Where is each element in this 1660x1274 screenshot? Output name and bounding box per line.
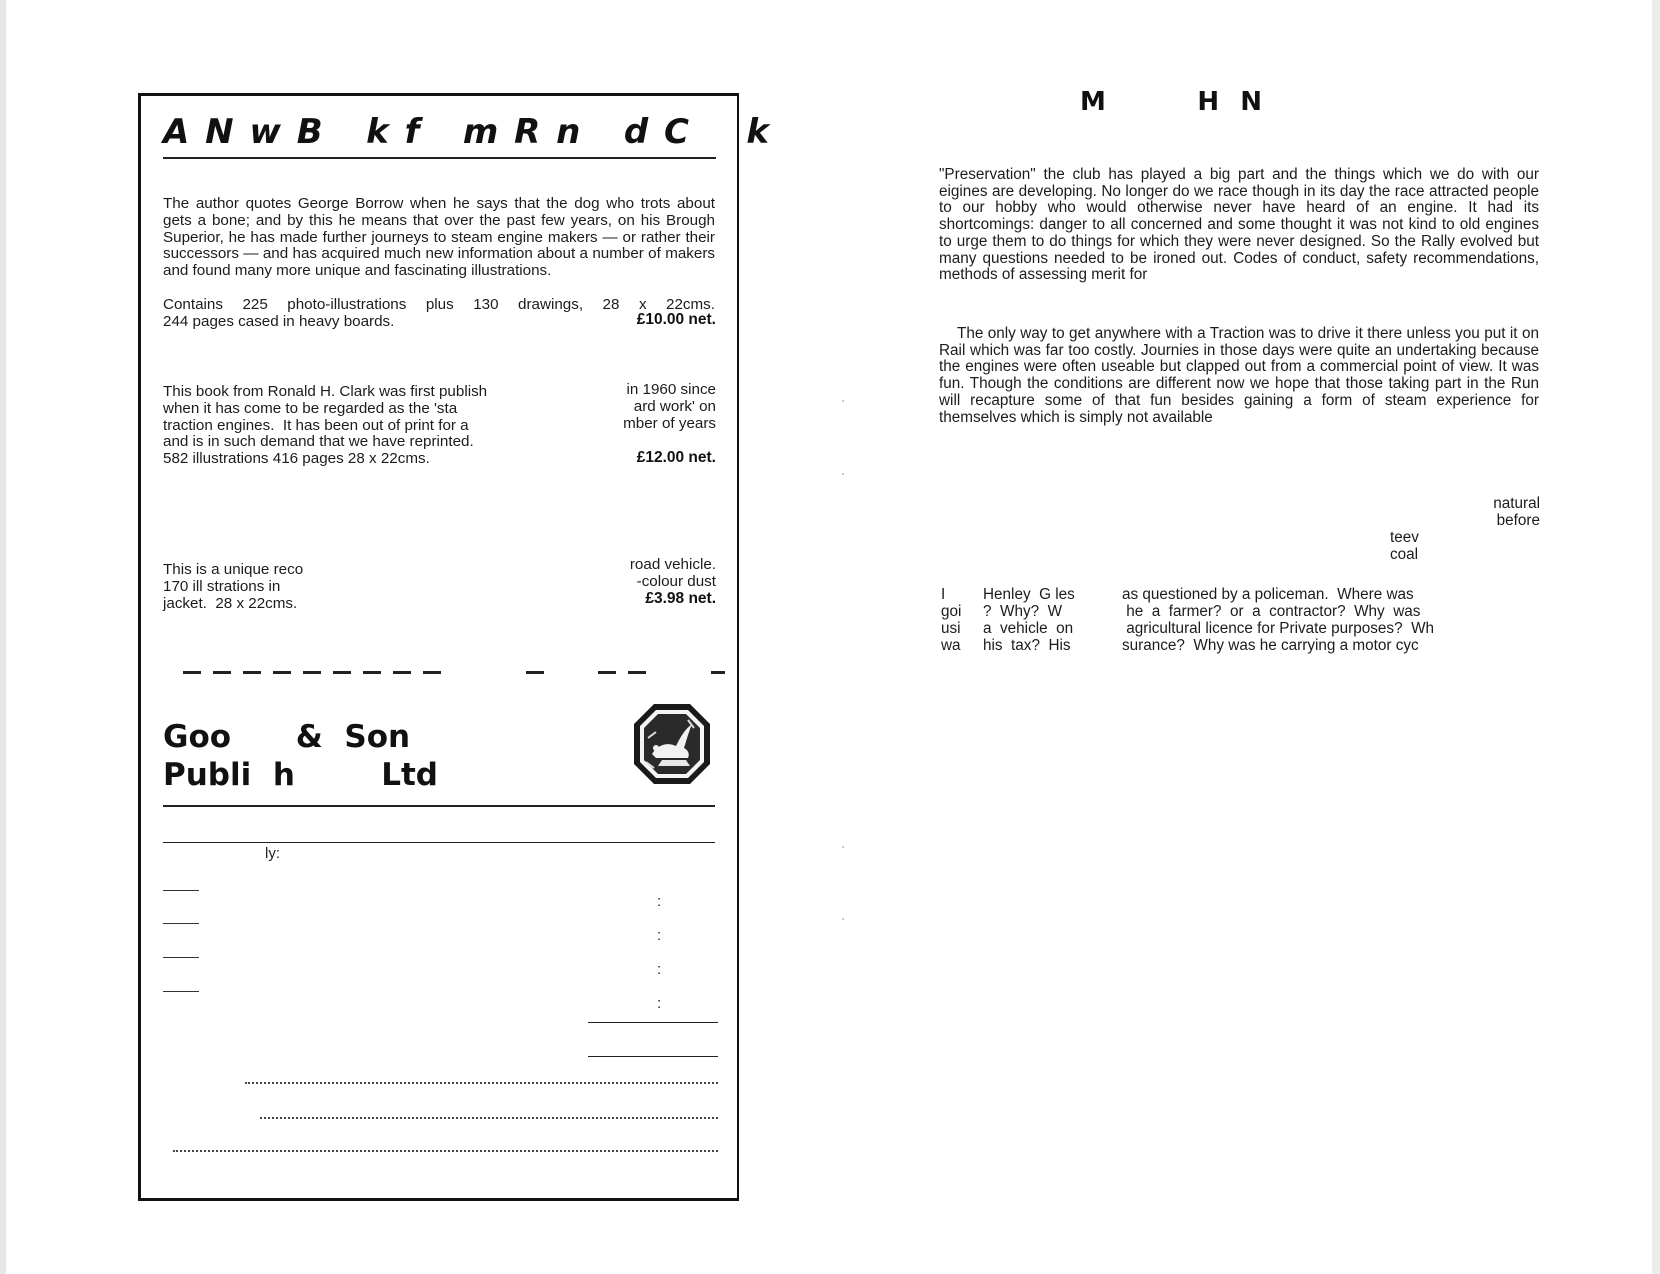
- scan-edge-right: [1652, 0, 1660, 1274]
- quantity-line[interactable]: [163, 890, 199, 891]
- advert-title: A N w B k f m R n d C k: [163, 112, 771, 152]
- cut-dash: [526, 671, 544, 674]
- paragraph-henley-col1: I goi usi wa: [941, 586, 962, 654]
- cut-dash: [393, 671, 411, 674]
- form-colon: :: [657, 961, 662, 978]
- title-underline: [163, 157, 716, 159]
- total-line[interactable]: [588, 1022, 718, 1023]
- book2-description-right: in 1960 since ard work' on mber of years: [623, 381, 716, 432]
- paragraph-henley-col2: Henley G les ? Why? W a vehicle on his tax? His: [983, 586, 1075, 654]
- publisher-line2: Publi h Ltd: [163, 757, 438, 793]
- paragraph-traction: The only way to get anywhere with a Traction was to drive it there unless you put it on Rail which was far too costly. Journies in those days were quite an undertaking because the engines were often useable but clapped out from a commercial point of view. It was fun. Though the conditions are different now we hope that those taking part in the Run will recapture some of that fun besides gaining a form of steam experience for themselves which is simply not available: [939, 325, 1539, 426]
- text-fragment-a: natural before: [1493, 495, 1540, 529]
- book1-spec-line2: 244 pages cased in heavy boards.: [163, 313, 395, 330]
- scan-edge-left: [0, 0, 6, 1274]
- form-colon: :: [657, 995, 662, 1012]
- form-colon: :: [657, 893, 662, 910]
- order-form-label: ly:: [265, 845, 280, 862]
- name-field-line[interactable]: [245, 1082, 718, 1084]
- book1-price: £10.00 net.: [636, 311, 716, 328]
- cut-dash: [628, 671, 646, 674]
- book1-description: The author quotes George Borrow when he says that the dog who trots about gets a bone; and by this he means that over the past few years, on his Brough Superior, he has made further journeys to steam engine makers — or rather their successors — and has acquired much new information about a number of makers and found many more unique and fascinating illustrations.: [163, 195, 715, 280]
- publisher-underline: [163, 805, 715, 807]
- quantity-line[interactable]: [163, 991, 199, 992]
- total-line[interactable]: [588, 1056, 718, 1057]
- quantity-line[interactable]: [163, 923, 199, 924]
- book3-description-right: road vehicle. -colour dust: [629, 556, 716, 590]
- scan-speck: [842, 846, 844, 848]
- book2-price: £12.00 net.: [636, 449, 716, 466]
- cut-dash: [363, 671, 381, 674]
- book1-spec-line1: Contains 225 photo-illustrations plus 130 drawings, 28 x 22cms.: [163, 296, 715, 313]
- scan-speck: [842, 473, 844, 475]
- cut-dash: [423, 671, 441, 674]
- cut-dash: [333, 671, 351, 674]
- right-page-title: M H N: [1080, 87, 1263, 117]
- cut-dash: [273, 671, 291, 674]
- cut-dash: [183, 671, 201, 674]
- cut-dash: [303, 671, 321, 674]
- text-fragment-b: teev coal: [1390, 529, 1419, 563]
- address-field-line[interactable]: [173, 1150, 718, 1152]
- cut-dash: [711, 671, 725, 674]
- cut-line: [183, 671, 725, 675]
- cut-dash: [213, 671, 231, 674]
- publisher-line1: Goo & Son: [163, 719, 411, 755]
- paragraph-henley-col3: as questioned by a policeman. Where was he a farmer? or a contractor? Why was agricultural licence for Private purposes? Wh surance? Why was he carrying a motor cyc: [1122, 586, 1435, 654]
- order-form-line-top[interactable]: [163, 842, 715, 843]
- paragraph-preservation: "Preservation" the club has played a big part and the things which we do with our eigines are developing. No longer do we race though in its day the race attracted people to our hobby who would otherwise never have heard of an engine. It had its shortcomings: danger to all concerned and some thought it was not kind to old engines to urge them to do things for which they were never designed. So the Rally evolved but many questions needed to be ironed out. Codes of conduct, safety recommendations, methods of assessing merit for: [939, 166, 1539, 284]
- form-colon: :: [657, 927, 662, 944]
- cut-dash: [598, 671, 616, 674]
- publisher-name: [163, 718, 438, 794]
- quantity-line[interactable]: [163, 957, 199, 958]
- book3-price: £3.98 net.: [645, 590, 716, 607]
- publisher-logo-icon: [632, 702, 712, 786]
- cut-dash: [243, 671, 261, 674]
- scan-speck: [842, 400, 844, 402]
- address-field-line[interactable]: [260, 1117, 718, 1119]
- book3-description: This is a unique reco 170 ill strations in jacket. 28 x 22cms.: [163, 561, 304, 612]
- book2-description: This book from Ronald H. Clark was first publish when it has come to be regarded as the 'sta traction engines. It has been out of print for a and is in such demand that we have reprinted. 582 illustrations 416 pages 28 x 22cms.: [163, 383, 488, 468]
- scan-speck: [842, 918, 844, 920]
